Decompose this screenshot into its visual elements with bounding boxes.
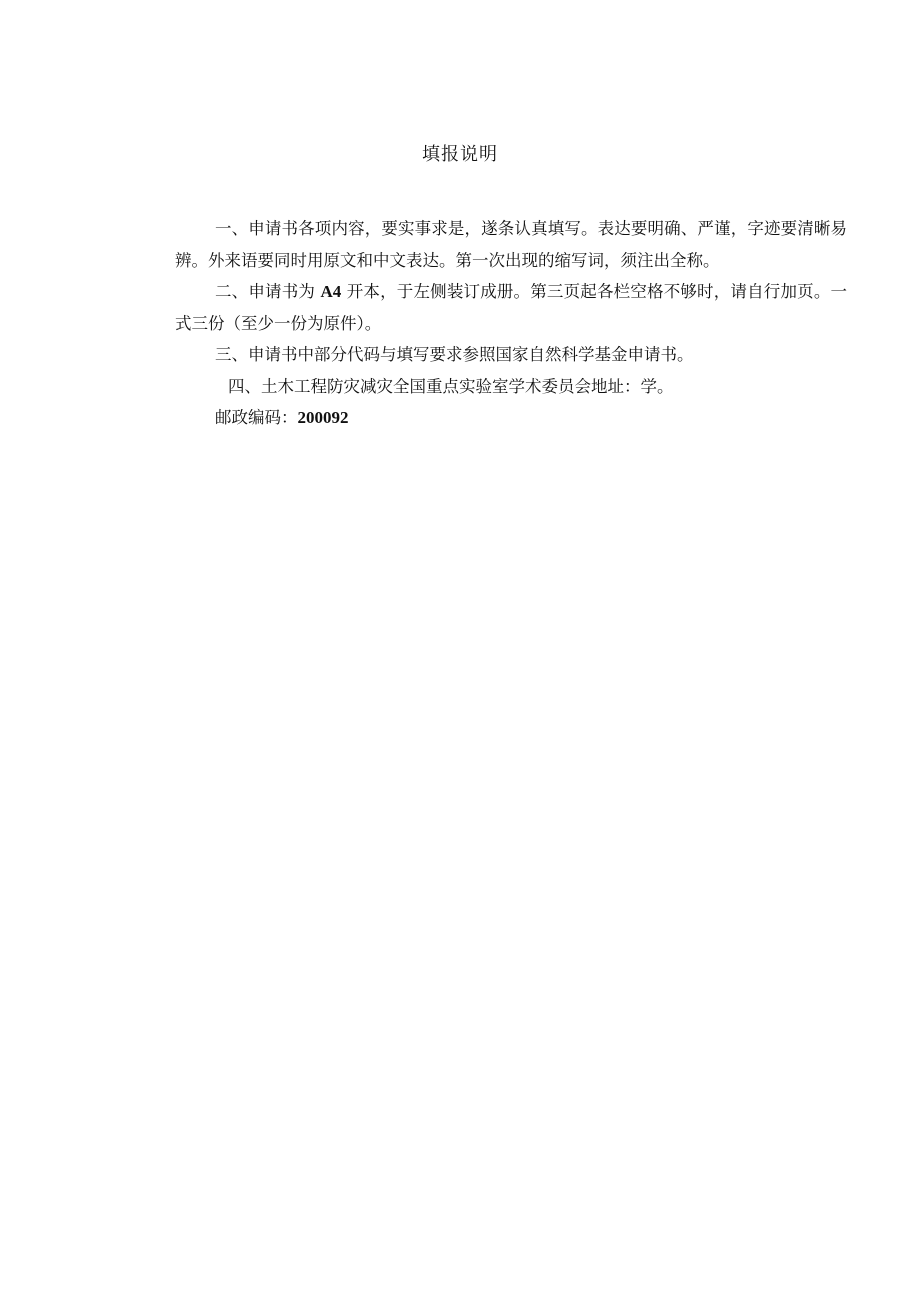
postal-code-label: 邮政编码： <box>215 408 298 427</box>
postal-code-line <box>175 402 847 434</box>
document-title: 填报说明 <box>422 144 498 165</box>
instruction-paragraph-4: 四、土木工程防灾减灾全国重点实验室学术委员会地址：学。 <box>228 376 674 396</box>
paper-size-label: A4 <box>320 282 342 301</box>
instruction-paragraph-3: 三、申请书中部分代码与填写要求参照国家自然科学基金申请书。 <box>215 345 694 364</box>
paragraph-2-text-end: 开本，于左侧装订成册。第三页起各栏空格不够时，请自行加页。一式三份（至少一份为原件）。 <box>175 282 848 333</box>
postal-code-value: 200092 <box>297 408 349 427</box>
instructions-body <box>175 213 847 434</box>
instruction-paragraph-2 <box>175 276 847 339</box>
paragraph-2-text-start: 二、申请书为 <box>215 282 321 301</box>
instruction-paragraph-1: 一、申请书各项内容，要实事求是，遂条认真填写。表达要明确、严谨，字迹要清晰易辨。外来语要同时用原文和中文表达。第一次出现的缩写词，须注出全称。 <box>175 219 847 270</box>
